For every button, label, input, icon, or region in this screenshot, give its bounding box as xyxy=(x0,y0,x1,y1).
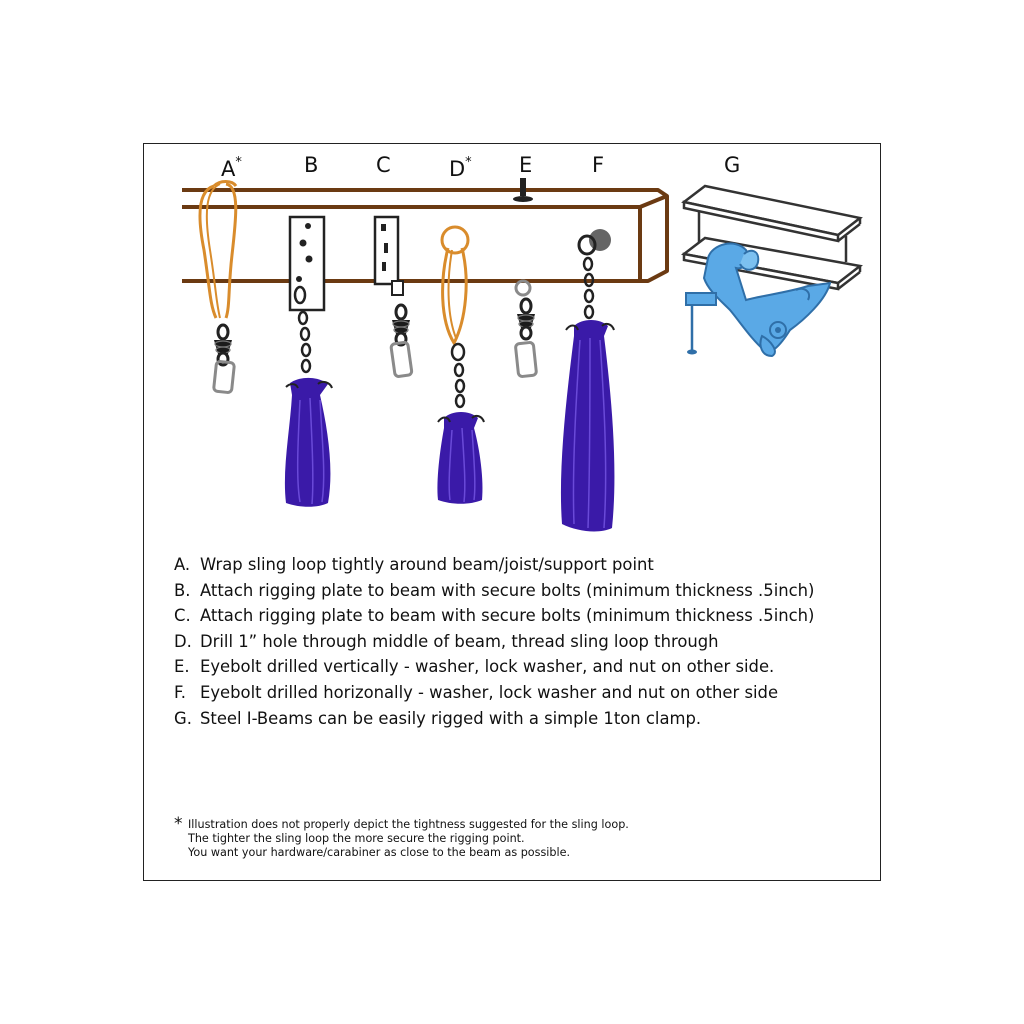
i-beam-clamp-g xyxy=(684,186,860,356)
list-item: F. Eyebolt drilled horizonally - washer, lock washer and nut on other side xyxy=(174,682,779,702)
list-item: D. Drill 1” hole through middle of beam, thread sling loop through xyxy=(174,631,719,651)
footnote-mark: * xyxy=(174,814,183,834)
footnote-line: The tighter the sling loop the more secure the rigging point. xyxy=(188,832,525,845)
label-c: C xyxy=(376,153,391,177)
list-item: C. Attach rigging plate to beam with secure bolts (minimum thickness .5inch) xyxy=(174,606,815,626)
label-f: F xyxy=(592,153,605,177)
label-g: G xyxy=(724,153,741,177)
label-b: B xyxy=(304,153,319,177)
list-item: G. Steel I-Beams can be easily rigged with a simple 1ton clamp. xyxy=(174,708,702,728)
rigging-plate-b xyxy=(290,217,324,372)
label-e: E xyxy=(519,153,533,177)
footnote-line: You want your hardware/carabiner as close to the beam as possible. xyxy=(188,846,571,859)
list-item: E. Eyebolt drilled vertically - washer, lock washer, and nut on other side. xyxy=(174,657,775,677)
list-item: A. Wrap sling loop tightly around beam/joist/support point xyxy=(174,555,654,574)
sling-through-d xyxy=(442,227,468,407)
silk-fabric-b xyxy=(285,378,332,507)
list-item: B. Attach rigging plate to beam with secure bolts (minimum thickness .5inch) xyxy=(174,580,815,600)
label-d: D* xyxy=(449,155,472,181)
instruction-list xyxy=(174,552,814,731)
silk-fabric-d xyxy=(437,412,484,504)
silk-fabric-f xyxy=(561,320,615,531)
footnote-line: Illustration does not properly depict the tightness suggested for the sling loop. xyxy=(188,818,629,831)
label-a: A* xyxy=(221,155,242,181)
